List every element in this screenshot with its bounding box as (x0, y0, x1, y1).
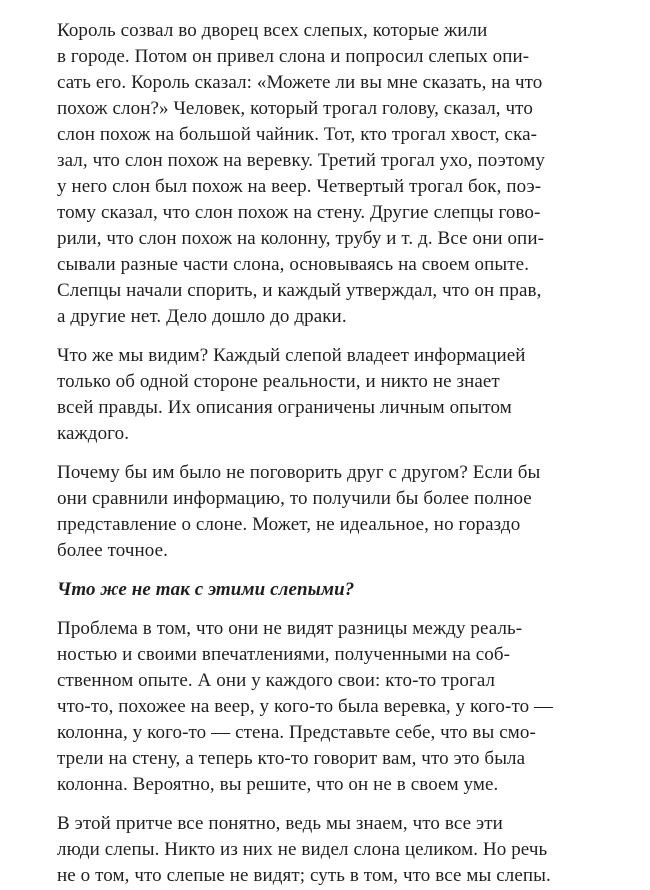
section-heading (57, 577, 597, 603)
text-line: более точное. (57, 540, 169, 561)
text-line: зал, что слон похож на веревку. Третий трогал ухо, поэтому (57, 150, 545, 171)
text-column (57, 18, 597, 889)
text-line: в городе. Потом он привел слона и попросил слепых опи- (57, 46, 530, 67)
text-line: всей правды. Их описания ограничены личным опытом (57, 397, 512, 418)
text-line: только об одной стороне реальности, и никто не знает (57, 371, 500, 392)
text-line: люди слепы. Никто из них не видел слона целиком. Но речь (57, 839, 548, 860)
text-line: трели на стену, а теперь кто-то говорит вам, что это была (57, 748, 526, 769)
paragraph (57, 18, 597, 330)
paragraph (57, 616, 597, 798)
text-line: что-то, похожее на веер, у кого-то была веревка, у кого-то — (57, 696, 554, 717)
paragraph (57, 343, 597, 447)
text-line: они сравнили информацию, то получили бы более полное (57, 488, 532, 509)
text-line: ностью и своими впечатлениями, полученными на соб- (57, 644, 511, 665)
text-line: сывали разные части слона, основываясь на своем опыте. (57, 254, 530, 275)
text-line: Слепцы начали спорить, и каждый утверждал, что он прав, (57, 280, 542, 301)
paragraph (57, 811, 597, 889)
text-line: рили, что слон похож на колонну, трубу и т. д. Все они опи- (57, 228, 545, 249)
text-line: похож слон?» Человек, который трогал голову, сказал, что (57, 98, 533, 119)
text-line: слон похож на большой чайник. Тот, кто трогал хвост, ска- (57, 124, 538, 145)
text-line: сать его. Король сказал: «Можете ли вы мне сказать, на что (57, 72, 543, 93)
text-line: Проблема в том, что они не видят разницы между реаль- (57, 618, 523, 639)
text-line: а другие нет. Дело дошло до драки. (57, 306, 347, 327)
text-line: не о том, что слепые не видят; суть в том, что все мы слепы. (57, 865, 551, 886)
text-line: Король созвал во дворец всех слепых, которые жили (57, 20, 488, 41)
text-line: у него слон был похож на веер. Четвертый трогал бок, поэ- (57, 176, 542, 197)
paragraph (57, 460, 597, 564)
text-line: ственном опыте. А они у каждого свои: кто-то трогал (57, 670, 496, 691)
text-line: Что же не так с этими слепыми? (57, 579, 355, 600)
text-line: В этой притче все понятно, ведь мы знаем, что все эти (57, 813, 503, 834)
text-line: Почему бы им было не поговорить друг с другом? Если бы (57, 462, 541, 483)
text-line: колонна, у кого-то — стена. Представьте себе, что вы смо- (57, 722, 536, 743)
text-line: колонна. Вероятно, вы решите, что он не в своем уме. (57, 774, 499, 795)
text-line: каждого. (57, 423, 130, 444)
text-line: тому сказал, что слон похож на стену. Другие слепцы гово- (57, 202, 541, 223)
text-line: представление о слоне. Может, не идеальное, но гораздо (57, 514, 521, 535)
text-line: Что же мы видим? Каждый слепой владеет информацией (57, 345, 526, 366)
